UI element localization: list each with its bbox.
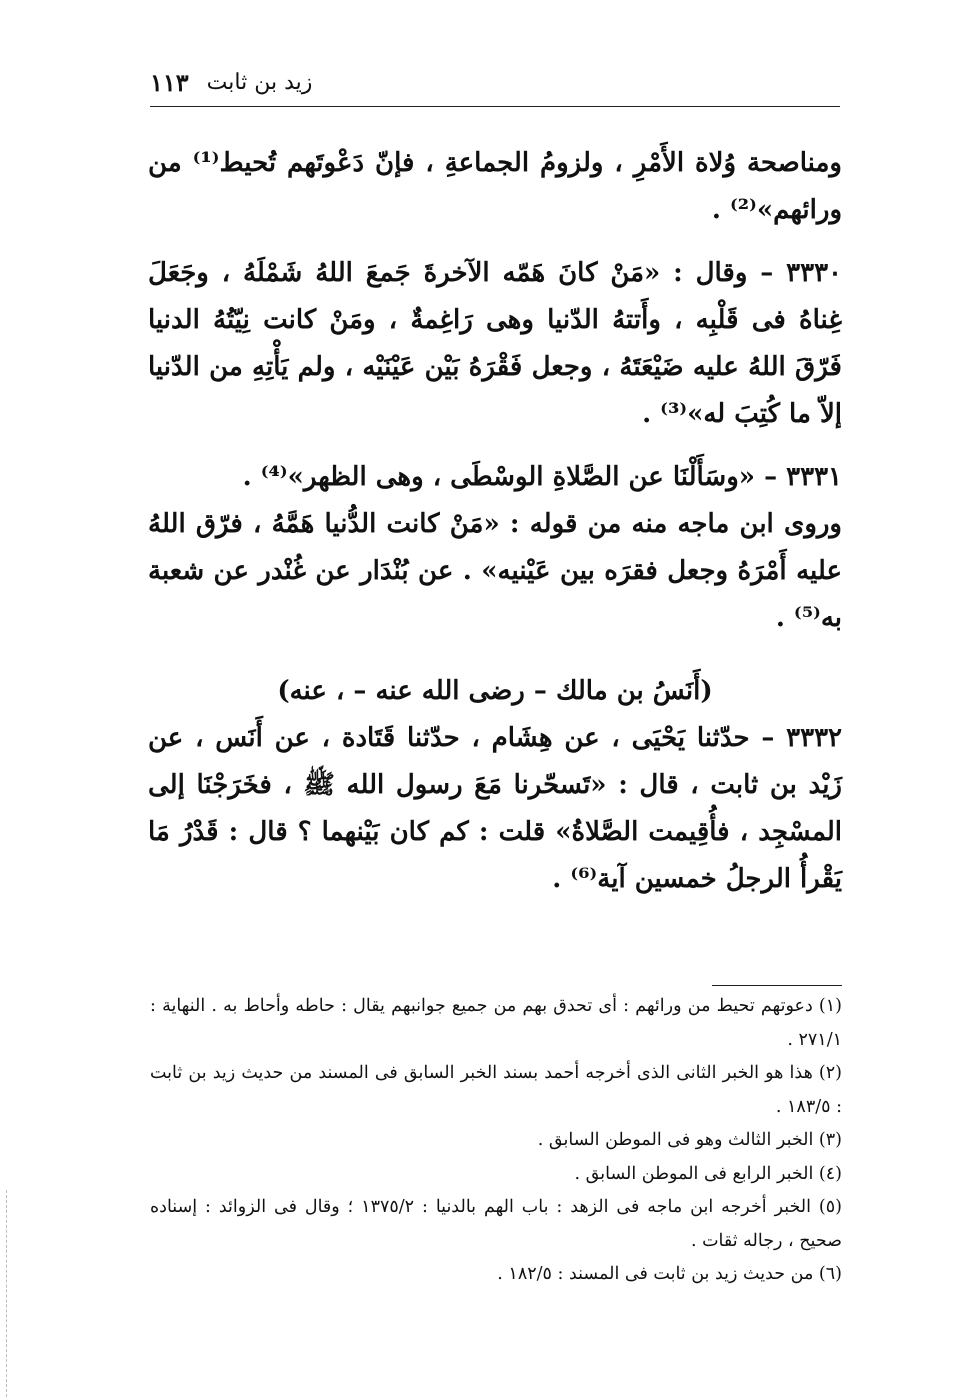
- header-divider: [150, 106, 840, 107]
- ibn-majah-note: وروى ابن ماجه منه من قوله : «مَنْ كانت الدُّنيا هَمَّهُ ، فرّق اللهُ عليه أَمْرَهُ وجعل فقرَه بين عَيْنيه» . عن بُنْدَار عن غُنْدر عن شعبة به⁽⁵⁾ .: [148, 509, 842, 633]
- section-heading: (أَنَسُ بن مالك – رضى الله عنه – ، عنه): [277, 676, 713, 706]
- footnote-1: (١) دعوتهم تحيط من ورائهم : أى تحدق بهم من جميع جوانبهم يقال : حاطه وأحاط به . النهاية : ٢٧١/١ .: [150, 996, 842, 1050]
- scan-margin-line: [6, 1190, 7, 1397]
- running-title: زيد بن ثابت: [206, 69, 313, 95]
- hadith-3332: ٣٣٣٢ – حدّثنا يَحْيَى ، عن هِشَام ، حدّثنا قَتَادة ، عن أَنَس ، عن زَيْد بن ثابت ، قال : «تَسحّرنا مَعَ رسول الله ﷺ ، فخَرَجْنَا إلى المسْجِد ، فأُقِيمت الصَّلاةُ» قلت : كم كان بَيْنهما ؟ قال : قَدْرُ مَا يَقْرأُ الرجلُ خمسين آية⁽⁶⁾ .: [148, 723, 842, 894]
- footnote-5: (٥) الخبر أخرجه ابن ماجه فى الزهد : باب الهم بالدنيا : ١٣٧٥/٢ ؛ وقال فى الزوائد : إسناده صحيح ، رجاله ثقات .: [150, 1197, 842, 1251]
- footnote-6: (٦) من حديث زيد بن ثابت فى المسند : ١٨٢/٥ .: [497, 1264, 842, 1284]
- paragraph-continuation: ومناصحة وُلاة الأَمْرِ ، ولزومُ الجماعةِ ، فإنّ دَعْوتَهم تُحيط⁽¹⁾ من ورائهم»⁽²⁾ .: [148, 148, 842, 225]
- footnotes-divider: [712, 985, 842, 986]
- hadith-3331: ٣٣٣١ – «وسَأَلْنَا عن الصَّلاةِ الوسْطَى ، وهى الظهر»⁽⁴⁾ .: [242, 462, 842, 492]
- page-number: ١١٣: [150, 67, 189, 97]
- main-text: [148, 140, 842, 903]
- running-header: [150, 62, 840, 102]
- footnotes: [150, 990, 842, 1292]
- footnote-2: (٢) هذا هو الخبر الثانى الذى أخرجه أحمد بسند الخبر السابق فى المسند من حديث زيد بن ثابت : ١٨٣/٥ .: [150, 1063, 842, 1117]
- footnote-3: (٣) الخبر الثالث وهو فى الموطن السابق .: [537, 1130, 842, 1150]
- hadith-3330: ٣٣٣٠ – وقال : «مَنْ كانَ هَمّه الآخرةَ جَمعَ اللهُ شَمْلَهُ ، وجَعَلَ غِناهُ فى قَلْبِه ، وأَتتهُ الدّنيا وهى رَاغِمةٌ ، ومَنْ كانت نِيّتُهُ الدنيا فَرّقَ اللهُ عليه ضَيْعَتَهُ ، وجعل فَقْرَهُ بَيْن عَيْنَيْه ، ولم يَأْتِهِ من الدّنيا إلاّ ما كُتِبَ له»⁽³⁾ .: [148, 258, 842, 429]
- footnote-4: (٤) الخبر الرابع فى الموطن السابق .: [574, 1163, 842, 1184]
